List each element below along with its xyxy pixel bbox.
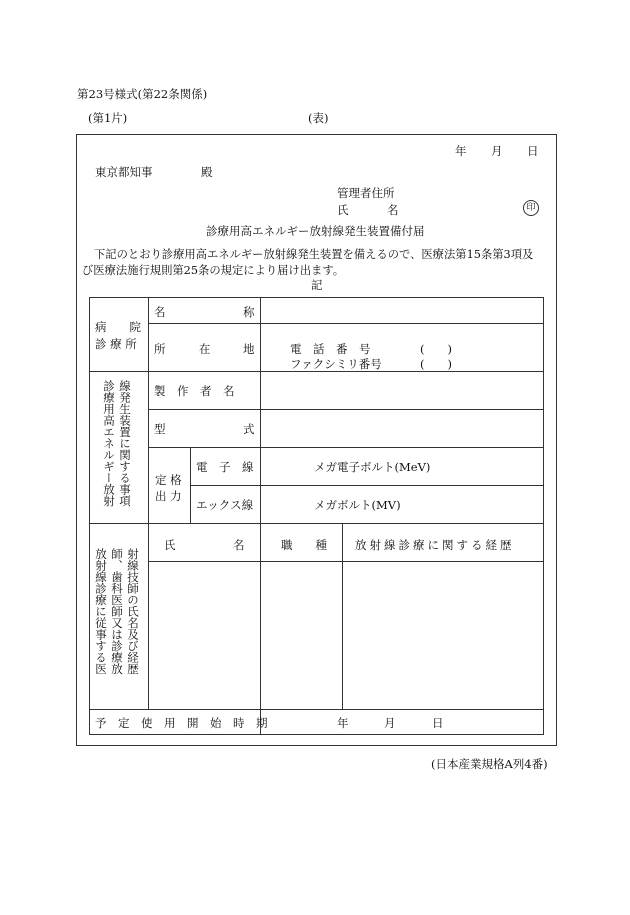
staff-name-label-1: 氏 — [164, 538, 176, 552]
location-label-1: 所 — [154, 342, 166, 356]
electron-beam-label: 電 子 線 — [196, 460, 254, 474]
applicant-name-label-1: 氏 — [337, 203, 349, 217]
xray-unit: メガボルト(MV) — [314, 498, 401, 512]
addressee-honorific: 殿 — [201, 165, 213, 179]
applicant-address-label: 管理者住所 — [337, 186, 395, 200]
document-title: 診療用高エネルギー放射線発生装置備付届 — [206, 224, 425, 238]
rated-output-label-1: 定 格 — [155, 473, 182, 487]
rated-output-label-2: 出 力 — [155, 489, 182, 503]
clinic-label: 診 療 所 — [95, 337, 137, 351]
hospital-label: 病 院 — [95, 320, 141, 334]
name-label-2: 称 — [243, 305, 255, 319]
start-year: 年 — [337, 716, 349, 730]
start-date-label: 予 定 使 用 開 始 時 期 — [95, 716, 268, 730]
staff-section-label-col3: 放射線診療に従事する医 — [94, 548, 108, 675]
staff-name-label-2: 名 — [233, 538, 245, 552]
staff-section-label-col2: 師、歯科医師又は診療放 — [110, 548, 124, 675]
name-label-1: 名 — [154, 305, 166, 319]
start-day: 日 — [432, 716, 444, 730]
staff-job-label: 職 種 — [281, 538, 327, 552]
staff-career-label: 放射線診療に関する経歴 — [355, 538, 515, 552]
date-month: 月 — [491, 144, 503, 158]
addressee-name: 東京都知事 — [95, 165, 153, 179]
footer-standard: (日本産業規格A列4番) — [431, 757, 548, 771]
date-year: 年 — [455, 144, 467, 158]
form-number: 第23号様式(第22条関係) — [77, 87, 208, 101]
start-month: 月 — [384, 716, 396, 730]
location-label-2: 在 — [199, 342, 211, 356]
staff-section-label-col1: 射線技師の氏名及び経歴 — [126, 548, 140, 675]
xray-label: エックス線 — [196, 498, 254, 512]
device-section-label-col2: 線発生装置に関する事項 — [118, 380, 132, 507]
applicant-name-label-2: 名 — [387, 203, 399, 217]
body-line-2: び医療法施行規則第25条の規定により届け出ます。 — [82, 264, 345, 277]
electron-beam-unit: メガ電子ボルト(MeV) — [314, 460, 431, 474]
seal-mark: 印 — [523, 200, 539, 216]
side-label: (表) — [308, 111, 329, 125]
sheet-label: (第1片) — [88, 111, 128, 125]
telephone-label: 電 話 番 号 — [290, 342, 371, 356]
location-label-3: 地 — [243, 342, 255, 356]
date-day: 日 — [527, 144, 539, 158]
fax-paren: ( ) — [420, 357, 452, 371]
telephone-paren: ( ) — [420, 342, 452, 356]
body-line-1: 下記のとおり診療用高エネルギー放射線発生装置を備えるので、医療法第15条第3項及 — [94, 248, 534, 261]
fax-label: ファクシミリ番号 — [290, 357, 382, 371]
model-label-2: 式 — [243, 422, 255, 436]
model-label-1: 型 — [154, 422, 166, 436]
maker-label: 製 作 者 名 — [154, 384, 235, 398]
record-label: 記 — [311, 278, 323, 292]
device-section-label-col1: 診療用高エネルギー放射 — [102, 380, 116, 507]
